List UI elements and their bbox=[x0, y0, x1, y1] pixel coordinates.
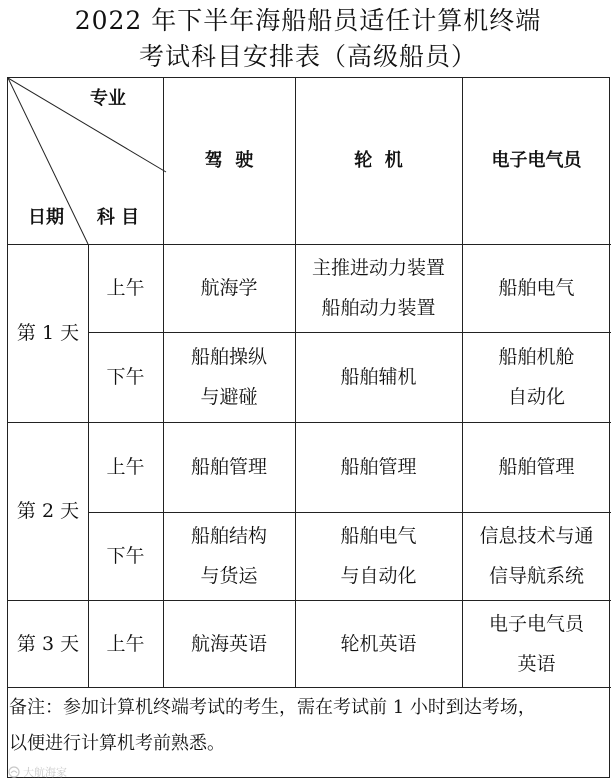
schedule-table bbox=[7, 77, 610, 778]
subject-text: 航海英语 bbox=[190, 632, 267, 655]
subject-text: 船舶电气 bbox=[340, 525, 417, 547]
subject-text: 船舶管理 bbox=[190, 456, 267, 478]
subject-text: 船舶电气 bbox=[498, 277, 575, 299]
watermark-logo-icon bbox=[8, 766, 20, 778]
subject-cell bbox=[295, 512, 462, 600]
subject-cell bbox=[295, 244, 462, 332]
subject-cell bbox=[163, 512, 295, 600]
subject-text: 船舶管理 bbox=[498, 456, 575, 478]
column-header-deck: 驾 驶 bbox=[204, 150, 254, 171]
subject-text: 自动化 bbox=[507, 386, 565, 408]
watermark-text: 大航海家 bbox=[23, 766, 67, 779]
title-line-2: 考试科目安排表（高级船员） bbox=[138, 42, 477, 71]
note-line-1: 备注：参加计算机终端考试的考生，需在考试前 1 小时到达考场， bbox=[9, 697, 536, 718]
session-label: 下午 bbox=[106, 366, 145, 388]
subject-cell bbox=[163, 600, 295, 687]
subject-text: 英语 bbox=[517, 652, 556, 675]
subject-cell bbox=[462, 422, 611, 512]
subject-cell bbox=[163, 422, 295, 512]
subject-cell bbox=[295, 600, 462, 687]
subject-text: 船舶结构 bbox=[190, 525, 267, 547]
day-label: 第 3 天 bbox=[16, 632, 80, 655]
subject-text: 轮机英语 bbox=[340, 632, 417, 655]
grid-line bbox=[8, 687, 611, 688]
subject-cell bbox=[462, 332, 611, 422]
subject-text: 船舶管理 bbox=[340, 456, 417, 478]
title-line-1: 2022 年下半年海船船员适任计算机终端 bbox=[74, 6, 542, 35]
day-label: 第 1 天 bbox=[16, 322, 80, 344]
session-label: 上午 bbox=[106, 277, 145, 299]
subject-text: 信息技术与通 bbox=[479, 525, 594, 547]
subject-cell bbox=[462, 244, 611, 332]
day-label: 第 2 天 bbox=[16, 500, 80, 522]
subject-cell bbox=[163, 332, 295, 422]
subject-text: 与货运 bbox=[200, 565, 258, 587]
subject-text: 船舶机舱 bbox=[498, 346, 575, 368]
corner-subject-label: 科 目 bbox=[96, 207, 140, 228]
subject-cell bbox=[462, 512, 611, 600]
session-label: 下午 bbox=[106, 545, 145, 567]
note-line-2: 以便进行计算机考前熟悉。 bbox=[9, 733, 225, 754]
subject-text: 信导航系统 bbox=[488, 565, 584, 587]
subject-text: 船舶辅机 bbox=[340, 366, 417, 388]
subject-cell bbox=[462, 600, 611, 687]
watermark bbox=[8, 764, 67, 780]
subject-cell bbox=[295, 422, 462, 512]
subject-text: 与自动化 bbox=[340, 565, 417, 587]
subject-text: 与避碰 bbox=[200, 386, 258, 408]
subject-text: 船舶操纵 bbox=[190, 346, 267, 368]
corner-major-label: 专业 bbox=[90, 88, 126, 109]
subject-text: 主推进动力装置 bbox=[311, 257, 445, 279]
corner-date-label: 日期 bbox=[28, 207, 64, 228]
subject-text: 电子电气员 bbox=[488, 612, 584, 635]
subject-text: 航海学 bbox=[200, 277, 258, 299]
session-label: 上午 bbox=[106, 456, 145, 478]
subject-cell bbox=[295, 332, 462, 422]
subject-text: 船舶动力装置 bbox=[321, 297, 436, 319]
column-header-eto: 电子电气员 bbox=[491, 150, 582, 171]
session-label: 上午 bbox=[106, 632, 145, 655]
subject-cell bbox=[163, 244, 295, 332]
column-header-engine: 轮 机 bbox=[354, 150, 403, 171]
note-text bbox=[9, 690, 605, 762]
